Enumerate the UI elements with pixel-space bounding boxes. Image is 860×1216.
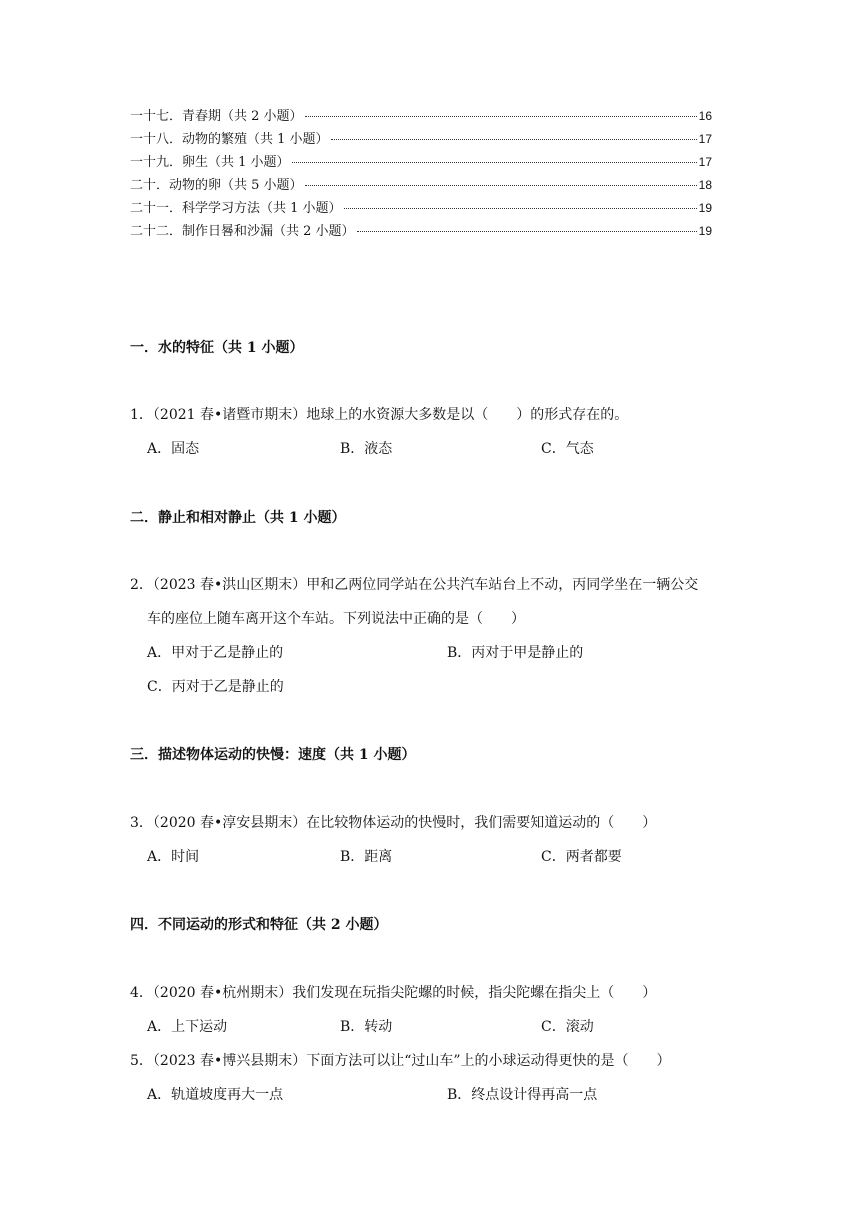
toc-entry-page: 17 [698,132,712,146]
toc-entry-label: 一十八．动物的繁殖（共 1 小题） [130,132,329,147]
toc-entry[interactable] [130,151,712,174]
toc-entry-label: 二十．动物的卵（共 5 小题） [130,178,303,193]
toc-leader-dots [331,138,697,140]
toc-entry-page: 19 [698,224,712,238]
toc-entry[interactable] [130,128,712,151]
question-text: 3．（2020 春•淳安县期末）在比较物体运动的快慢时，我们需要知道运动的（ ） [130,815,657,831]
section-heading: 四．不同运动的形式和特征（共 2 小题） [130,917,388,933]
question-text: 5．（2023 春•博兴县期末）下面方法可以让“过山车”上的小球运动得更快的是（ ） [130,1053,671,1069]
toc-entry-label: 一十九．卵生（共 1 小题） [130,155,290,170]
toc-entry[interactable] [130,197,712,220]
toc-leader-dots [305,184,697,186]
toc-leader-dots [305,115,697,117]
option-b: B．距离 [340,849,393,865]
option-b: B．丙对于甲是静止的 [447,645,584,661]
option-b: B．转动 [340,1019,393,1035]
toc-entry-label: 一十七．青春期（共 2 小题） [130,109,303,124]
toc-entry-label: 二十二．制作日晷和沙漏（共 2 小题） [130,224,355,239]
toc-entry-page: 16 [698,109,712,123]
option-a: A．上下运动 [147,1019,228,1035]
toc-entry[interactable] [130,105,712,128]
toc-entry[interactable] [130,174,712,197]
toc-entry-label: 二十一．科学学习方法（共 1 小题） [130,201,342,216]
question-text: 4．（2020 春•杭州期末）我们发现在玩指尖陀螺的时候，指尖陀螺在指尖上（ ） [130,985,657,1001]
option-c: C．气态 [541,441,594,457]
option-a: A．时间 [147,849,200,865]
question-text: 1．（2021 春•诸暨市期末）地球上的水资源大多数是以（ ）的形式存在的。 [130,407,629,423]
section-heading: 二．静止和相对静止（共 1 小题） [130,510,346,526]
toc-leader-dots [292,161,697,163]
option-a: A．轨道坡度再大一点 [147,1087,284,1103]
option-b: B．液态 [340,441,393,457]
option-c: C．两者都要 [541,849,622,865]
toc-entry-page: 18 [698,178,712,192]
section-heading: 一．水的特征（共 1 小题） [130,340,304,356]
table-of-contents [130,105,712,243]
option-b: B．终点设计得再高一点 [447,1087,598,1103]
toc-leader-dots [357,230,697,232]
toc-entry-page: 19 [698,201,712,215]
toc-leader-dots [344,207,697,209]
option-a: A．固态 [147,441,200,457]
section-heading: 三．描述物体运动的快慢：速度（共 1 小题） [130,747,416,763]
question-text: 2．（2023 春•洪山区期末）甲和乙两位同学站在公共汽车站台上不动，丙同学坐在一辆公交 [130,577,699,593]
option-c: C．滚动 [541,1019,594,1035]
option-a: A．甲对于乙是静止的 [147,645,284,661]
toc-entry-page: 17 [698,155,712,169]
toc-entry[interactable] [130,220,712,243]
question-text-continued: 车的座位上随车离开这个车站。下列说法中正确的是（ ） [147,611,525,627]
option-c: C．丙对于乙是静止的 [147,679,284,695]
